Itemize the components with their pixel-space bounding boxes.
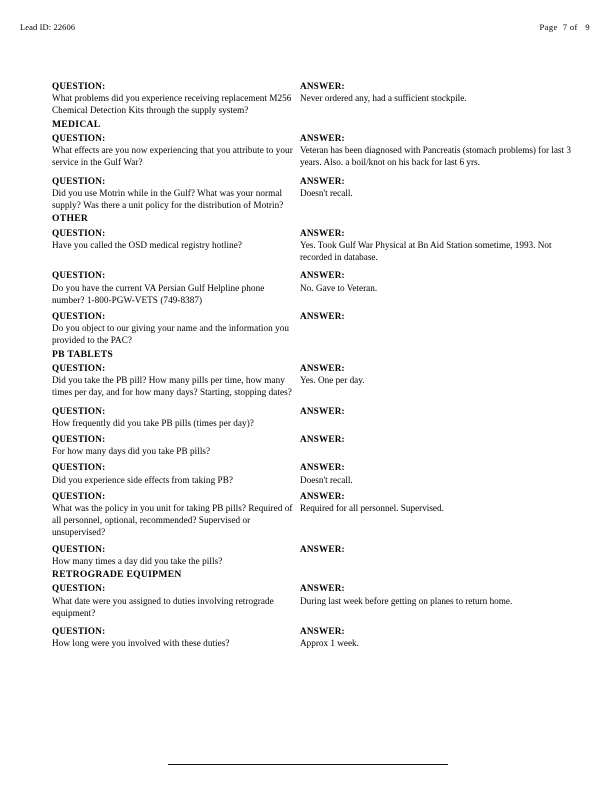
- question-text: What problems did you experience receiving replacement M256 Chemical Detection Kits through the supply system?: [52, 93, 292, 116]
- answer-column: [300, 310, 572, 347]
- qa-section: [52, 569, 572, 649]
- answer-text: Veteran has been diagnosed with Pancreatis (stomach problems) for last 3 years. Also. a boil/knot on his back for last 6 yrs.: [300, 145, 571, 168]
- answer-label: ANSWER:: [300, 363, 345, 374]
- question-column: [52, 132, 300, 169]
- answer-column: [300, 543, 572, 567]
- question-label: QUESTION:: [52, 270, 106, 281]
- qa-pair: [52, 80, 572, 117]
- question-label: QUESTION:: [52, 227, 106, 238]
- qa-pair: [52, 132, 572, 169]
- question-column: [52, 543, 300, 567]
- question-label: QUESTION:: [52, 133, 106, 144]
- question-label: QUESTION:: [52, 583, 106, 594]
- answer-column: [300, 582, 572, 619]
- answer-label: ANSWER:: [300, 583, 345, 594]
- question-text: How many times a day did you take the pills?: [52, 555, 223, 566]
- question-text: What was the policy in you unit for taking PB pills? Required of all personnel, optional, recommended? Supervised or unsupervised?: [52, 502, 293, 538]
- question-column: [52, 175, 300, 212]
- question-column: [52, 582, 300, 619]
- question-label: QUESTION:: [52, 175, 106, 186]
- qa-pair: [52, 405, 572, 429]
- lead-id: Lead ID: 22606: [20, 22, 76, 32]
- answer-text: Yes. One per day.: [300, 375, 365, 386]
- footer-divider: [168, 764, 448, 765]
- qa-pair: [52, 227, 572, 264]
- answer-column: [300, 80, 572, 117]
- question-label: QUESTION:: [52, 626, 106, 637]
- question-text: Did you experience side effects from taking PB?: [52, 474, 234, 485]
- qa-pair: [52, 310, 572, 347]
- question-column: [52, 80, 300, 117]
- question-column: [52, 269, 300, 306]
- qa-pair: [52, 461, 572, 485]
- qa-section: [52, 119, 572, 212]
- section-heading-other: OTHER: [52, 213, 89, 225]
- answer-text: Required for all personnel. Supervised.: [300, 502, 444, 513]
- answer-text: Yes. Took Gulf War Physical at Bn Aid Station sometime, 1993. Not recorded in database.: [300, 239, 552, 263]
- section-heading-medical: MEDICAL: [52, 118, 101, 130]
- answer-column: [300, 625, 572, 649]
- question-text: Do you have the current VA Persian Gulf Helpline phone number? 1-800-PGW-VETS (749-8387): [52, 282, 265, 305]
- question-text: Did you use Motrin while in the Gulf? What was your normal supply? Was there a unit policy for the distribution of Motrin?: [52, 187, 284, 211]
- answer-column: [300, 433, 572, 457]
- answer-text: Approx 1 week.: [300, 638, 359, 649]
- question-label: QUESTION:: [52, 490, 106, 501]
- answer-label: ANSWER:: [300, 405, 345, 416]
- answer-label: ANSWER:: [300, 626, 345, 637]
- question-column: [52, 405, 300, 429]
- question-column: [52, 461, 300, 485]
- question-column: [52, 362, 300, 399]
- answer-label: ANSWER:: [300, 462, 345, 473]
- question-label: QUESTION:: [52, 434, 106, 445]
- question-label: QUESTION:: [52, 543, 106, 554]
- qa-pair: [52, 543, 572, 567]
- question-text: Do you object to our giving your name and the information you provided to the PAC?: [52, 323, 290, 346]
- question-label: QUESTION:: [52, 363, 106, 374]
- qa-pair: [52, 269, 572, 306]
- answer-label: ANSWER:: [300, 175, 345, 186]
- answer-label: ANSWER:: [300, 490, 345, 501]
- answer-label: ANSWER:: [300, 310, 345, 321]
- answer-column: [300, 227, 572, 264]
- answer-column: [300, 132, 572, 169]
- answer-label: ANSWER:: [300, 133, 345, 144]
- page-number: Page 7 of 9: [539, 22, 590, 32]
- question-text: For how many days did you take PB pills?: [52, 446, 211, 457]
- answer-column: [300, 269, 572, 306]
- answer-text: No. Gave to Veteran.: [300, 282, 378, 293]
- answer-text: During last week before getting on planes to return home.: [300, 595, 513, 606]
- qa-section: [52, 80, 572, 117]
- answer-column: [300, 175, 572, 212]
- answer-column: [300, 362, 572, 399]
- question-text: Have you called the OSD medical registry hotline?: [52, 239, 242, 250]
- question-column: [52, 310, 300, 347]
- question-column: [52, 490, 300, 539]
- qa-pair: [52, 490, 572, 539]
- question-column: [52, 227, 300, 264]
- answer-column: [300, 405, 572, 429]
- question-label: QUESTION:: [52, 310, 106, 321]
- qa-pair: [52, 433, 572, 457]
- section-heading-retrograde-equipment: RETROGRADE EQUIPMEN: [52, 569, 182, 581]
- qa-pair: [52, 175, 572, 212]
- answer-column: [300, 461, 572, 485]
- document-body: [52, 80, 572, 651]
- question-label: QUESTION:: [52, 462, 106, 473]
- question-text: How long were you involved with these duties?: [52, 638, 230, 649]
- qa-section: [52, 213, 572, 346]
- qa-pair: [52, 625, 572, 649]
- question-column: [52, 625, 300, 649]
- answer-label: ANSWER:: [300, 270, 345, 281]
- qa-pair: [52, 582, 572, 619]
- question-text: What date were you assigned to duties involving retrograde equipment?: [52, 595, 274, 618]
- question-column: [52, 433, 300, 457]
- answer-label: ANSWER:: [300, 434, 345, 445]
- answer-label: ANSWER:: [300, 543, 345, 554]
- question-label: QUESTION:: [52, 405, 106, 416]
- page-header: [0, 22, 612, 38]
- answer-text: Doesn't recall.: [300, 187, 353, 198]
- qa-section: [52, 349, 572, 567]
- answer-text: Doesn't recall.: [300, 474, 353, 485]
- answer-text: Never ordered any, had a sufficient stockpile.: [300, 93, 467, 104]
- question-text: What effects are you now experiencing that you attribute to your service in the Gulf War?: [52, 145, 293, 168]
- question-label: QUESTION:: [52, 81, 106, 91]
- answer-column: [300, 490, 572, 539]
- section-heading-pb-tablets: PB TABLETS: [52, 348, 114, 360]
- qa-pair: [52, 362, 572, 399]
- answer-label: ANSWER:: [300, 227, 345, 238]
- answer-label: ANSWER:: [300, 81, 345, 91]
- question-text: Did you take the PB pill? How many pills per time, how many times per day, and for how many days? Starting, stopping dates?: [52, 375, 292, 398]
- question-text: How frequently did you take PB pills (times per day)?: [52, 417, 254, 428]
